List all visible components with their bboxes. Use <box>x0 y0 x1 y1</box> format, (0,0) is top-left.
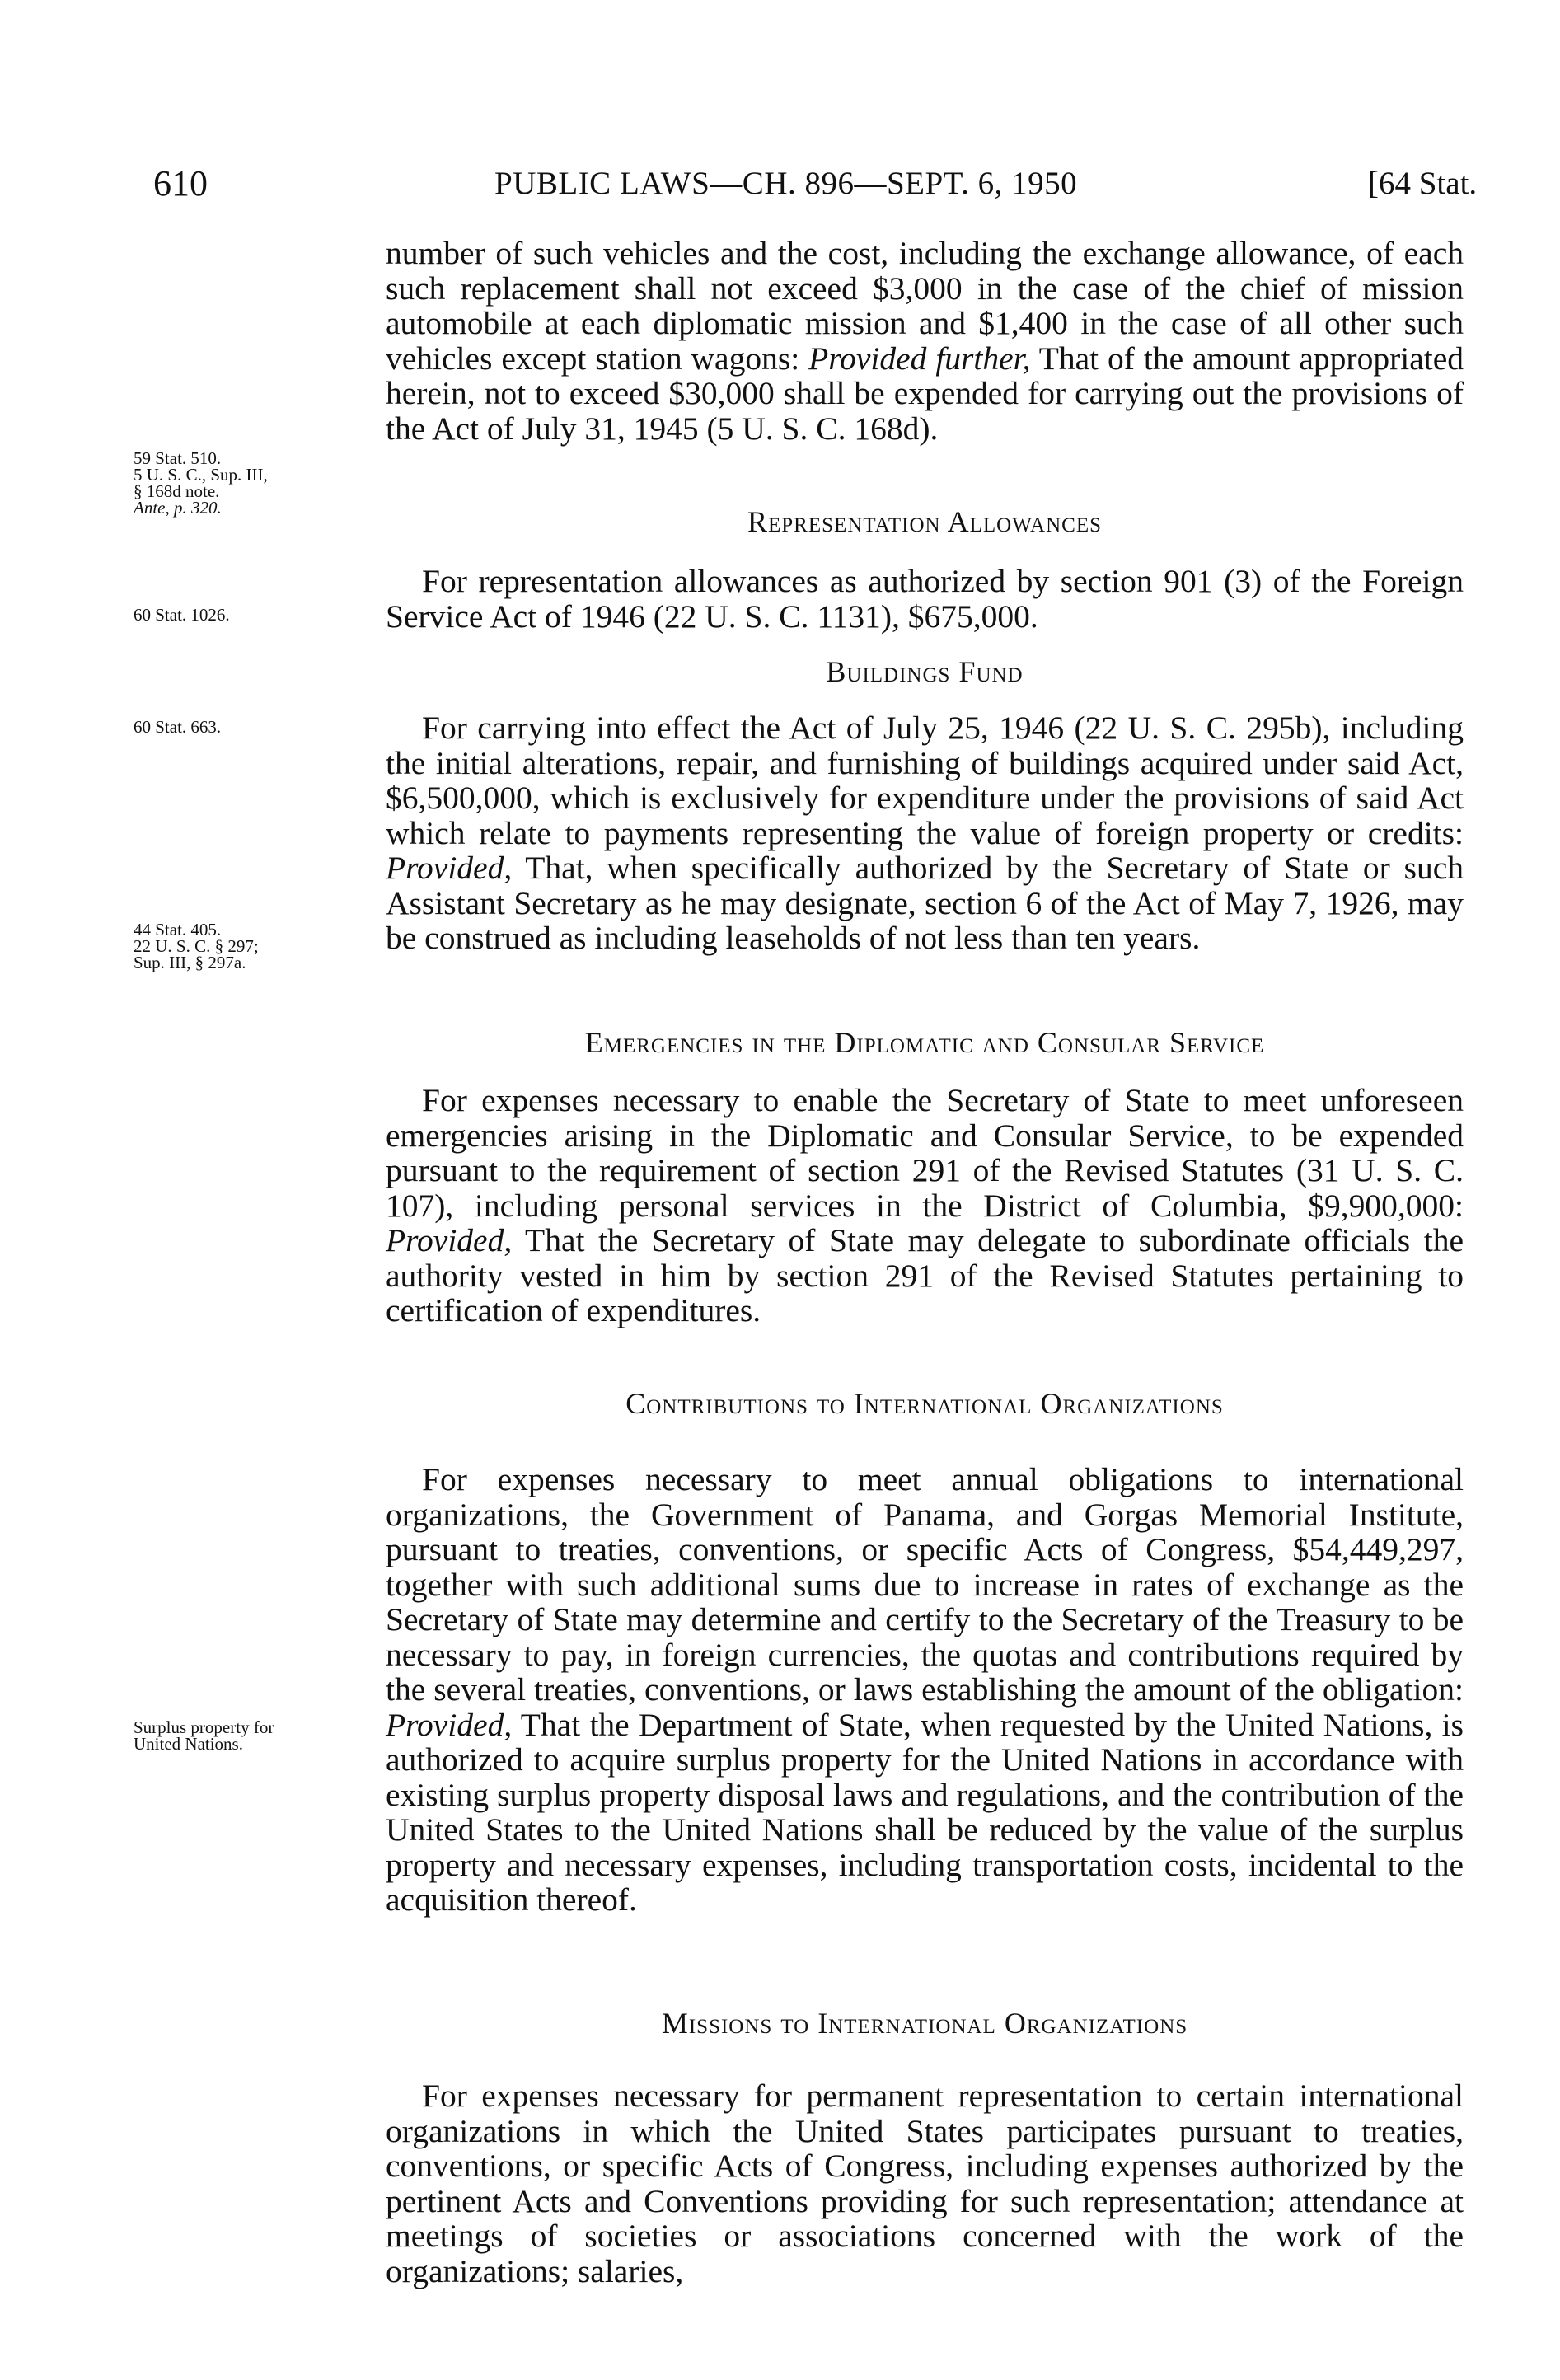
section-emergencies <box>386 1025 1464 1328</box>
section-heading: Representation Allowances <box>747 505 1102 538</box>
section-paragraph: For carrying into effect the Act of July 25, 1946 (22 U. S. C. 295b), including the initial alterations, repair, and furnishing of buildings acquired under said Act, $6,500,000, which is exclusively for expenditure under the provisions of said Act which relate to payments representing the value of foreign property or credits: Provided, That, when specifically authorized by the Secretary of State or such Assistant Secretary as he may designate, section 6 of the Act of May 7, 1926, may be construed as including leaseholds of not less than ten years. <box>386 710 1464 956</box>
margin-note-line: § 168d note. <box>134 481 220 501</box>
running-title: PUBLIC LAWS—CH. 896—SEPT. 6, 1950 <box>494 166 1078 201</box>
margin-note-line: Surplus property for <box>134 1717 274 1737</box>
page-number: 610 <box>153 163 208 204</box>
section-paragraph: For expenses necessary to enable the Secretary of State to meet unforeseen emergencies arising in the Diplomatic and Consular Service, to be expended pursuant to the requirement of section 291 of the Revised Statutes (31 U. S. C. 107), including personal services in the District of Columbia, $9,900,000: Provided, That the Secretary of State may delegate to subordinate officials the authority vested in him by section 291 of the Revised Statutes pertaining to certification of expenditures. <box>386 1082 1464 1328</box>
section-buildings <box>386 654 1464 956</box>
section-representation <box>386 504 1464 634</box>
proviso: Provided, <box>386 1706 513 1743</box>
margin-note-line: 59 Stat. 510. <box>134 448 222 468</box>
section-heading: Buildings Fund <box>826 655 1024 688</box>
margin-note-line: United Nations. <box>134 1734 243 1754</box>
proviso: Provided, <box>386 850 513 886</box>
section-paragraph: For representation allowances as authorized by section 901 (3) of the Foreign Service Act of 1946 (22 U. S. C. 1131), $675,000. <box>386 563 1464 635</box>
margin-note-60-stat-1026: 60 Stat. 1026. <box>134 605 230 625</box>
margin-note-line: Sup. III, § 297a. <box>134 953 246 972</box>
section-paragraph: For expenses necessary to meet annual obligations to international organizations, the Government of Panama, and Gorgas Memorial Institute, pursuant to treaties, conventions, or specific Acts of Congress, $54,449,297, together with such additional sums due to increase in rates of exchange as the Secretary of State may determine and certify to the Secretary of the Treasury to be necessary to pay, in foreign currencies, the quotas and contributions required by the several treaties, conventions, or laws establishing the amount of the obligation: Provided, That the Department of State, when requested by the United Nations, is authorized to acquire surplus property for the United Nations in accordance with existing surplus property disposal laws and regulations, and the contribution of the United States to the United Nations shall be reduced by the value of the surplus property and necessary expenses, including transportation costs, incidental to the acquisition thereof. <box>386 1461 1464 1918</box>
section-intro <box>386 236 1464 446</box>
proviso: Provided, <box>386 1222 513 1258</box>
section-heading: Emergencies in the Diplomatic and Consular Service <box>584 1026 1265 1059</box>
section-contributions <box>386 1386 1464 1918</box>
section-heading: Contributions to International Organizations <box>625 1387 1224 1420</box>
section-heading: Missions to International Organizations <box>661 2007 1188 2040</box>
intro-paragraph: number of such vehicles and the cost, including the exchange allowance, of each such replacement shall not exceed $3,000 in the case of the chief of mission automobile at each diplomatic mission and $1,400 in the case of all other such vehicles except station wagons: Provided further, That of the amount appropriated herein, not to exceed $30,000 shall be expended for carrying out the provisions of the Act of July 31, 1945 (5 U. S. C. 168d). <box>386 235 1464 447</box>
margin-note-line: 5 U. S. C., Sup. III, <box>134 465 268 485</box>
margin-note-60-stat-663: 60 Stat. 663. <box>134 717 222 737</box>
proviso: Provided further, <box>808 340 1031 377</box>
margin-note-ante: Ante, p. 320. <box>134 498 222 518</box>
margin-note-line: 22 U. S. C. § 297; <box>134 936 259 956</box>
margin-note-44-stat <box>134 921 356 971</box>
section-missions <box>386 2006 1464 2289</box>
margin-note-59-stat <box>134 450 356 516</box>
volume-reference: [64 Stat. <box>1368 166 1478 201</box>
section-paragraph: For expenses necessary for permanent representation to certain international organizations in which the United States participates pursuant to treaties, conventions, or specific Acts of Congress, including expenses authorized by the pertinent Acts and Conventions providing for such representation; attendance at meetings of societies or associations concerned with the work of the organizations; salaries, <box>386 2078 1464 2289</box>
margin-note-surplus-property <box>134 1719 356 1752</box>
margin-note-line: 44 Stat. 405. <box>134 920 222 939</box>
